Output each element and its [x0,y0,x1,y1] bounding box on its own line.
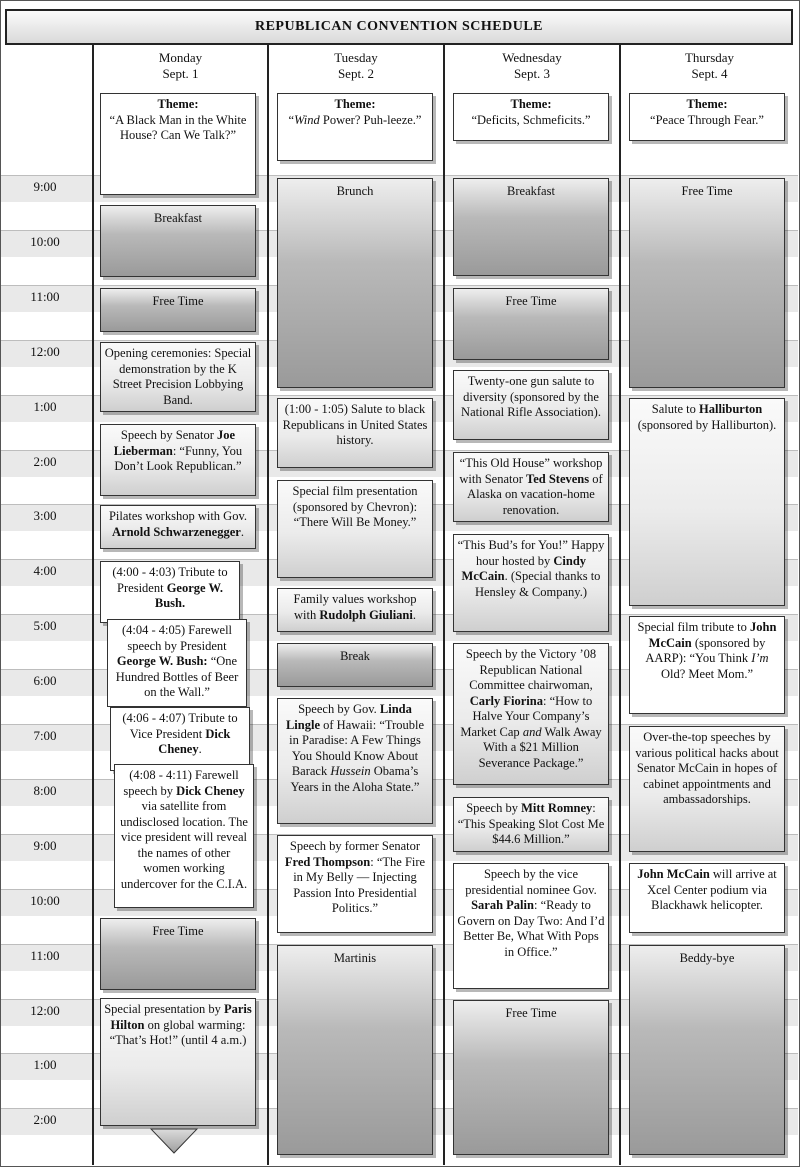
day-name: Wednesday [502,50,562,65]
event-palin-speech: Speech by the vice presidential nominee Gov. Sarah Palin: “Ready to Govern on Day Two: And I’d Better Be, What With Pops in Office.” [453,863,609,989]
speaker-name: Ted Stevens [526,471,590,486]
time-label: 2:00 [33,1112,57,1128]
speaker-name: George W. Bush: [116,654,208,668]
column-divider [443,45,445,1165]
column-divider [267,45,269,1165]
event-family-values-workshop: Family values workshop with Rudolph Giuliani. [277,588,433,632]
event-pilates-workshop: Pilates workshop with Gov. Arnold Schwarzenegger. [100,505,256,549]
theme-tuesday [277,93,433,161]
event-free-time: Free Time [100,918,256,990]
time-label: 4:00 [33,563,57,579]
day-header-thursday [621,50,798,86]
theme-label: Theme: [157,97,199,111]
time-label: 9:00 [33,179,57,194]
time-label: 9:00 [33,837,57,853]
speaker-name: George W. Bush. [154,580,223,610]
speaker-name: Fred Thompson [284,854,371,869]
day-header-monday [94,50,267,86]
event-chevron-film: Special film presentation (sponsored by Chevron): “There Will Be Money.” [277,480,433,578]
time-label: 10:00 [30,892,60,908]
event-beddy-bye: Beddy-bye [629,945,785,1155]
time-label: 8:00 [33,782,57,798]
day-date: Sept. 3 [513,66,551,81]
event-mccain-film-tribute: Special film tribute to John McCain (sponsored by AARP): “You Think I’m Old? Meet Mom.” [629,616,785,714]
time-label: 1:00 [33,1057,57,1073]
theme-text: “Wind Power? Puh-leeze.” [288,112,422,127]
emphasis: Hussein [330,764,371,778]
event-thompson-speech: Speech by former Senator Fred Thompson: “The Fire in My Belly — Injecting Passion Into Presidential Politics.” [277,835,433,933]
day-date: Sept. 2 [337,66,375,81]
time-label: 5:00 [33,618,57,634]
event-martinis: Martinis [277,945,433,1155]
time-label: 12:00 [30,343,60,359]
time-label: 2:00 [33,453,57,469]
time-label: 7:00 [33,728,57,743]
speaker-name: Joe Lieberman [113,428,236,458]
theme-label: Theme: [686,97,728,111]
emphasis: I’m [751,651,769,665]
event-salute-black-republicans: (1:00 - 1:05) Salute to black Republicans in United States history. [277,398,433,468]
event-opening-ceremonies: Opening ceremonies: Special demonstration by the K Street Precision Lobbying Band. [100,342,256,412]
speaker-name: Dick Cheney [158,726,231,756]
speaker-name: Rudolph Giuliani [319,607,413,622]
event-gun-salute: Twenty-one gun salute to diversity (sponsored by the National Rifle Association). [453,370,609,440]
day-header-wednesday [445,50,619,86]
speaker-name: John McCain [637,867,710,881]
event-cheney-tribute: (4:06 - 4:07) Tribute to Vice President Dick Cheney. [110,707,250,771]
event-happy-hour: “This Bud’s for You!” Happy hour hosted by Cindy McCain. (Special thanks to Hensley & Company.) [453,534,609,632]
speaker-name: John McCain [648,620,777,650]
time-label: 1:00 [33,398,57,414]
event-mccain-arrival: John McCain will arrive at Xcel Center podium via Blackhawk helicopter. [629,863,785,933]
column-divider [92,45,94,1165]
event-lieberman-speech: Speech by Senator Joe Lieberman: “Funny, You Don’t Look Republican.” [100,424,256,496]
event-brunch: Brunch [277,178,433,388]
speaker-name: Carly Fiorina [469,693,543,708]
time-label: 11:00 [30,288,60,304]
theme-label: Theme: [334,97,376,111]
event-free-time: Free Time [453,288,609,360]
speaker-name: Halliburton [699,402,763,416]
event-halliburton-salute: Salute to Halliburton (sponsored by Halliburton). [629,398,785,606]
event-romney-speech: Speech by Mitt Romney: “This Speaking Slot Cost Me $44.6 Million.” [453,797,609,852]
event-free-time: Free Time [629,178,785,388]
speaker-name: Dick Cheney [176,783,245,798]
schedule-title: REPUBLICAN CONVENTION SCHEDULE [5,9,793,45]
event-lingle-speech: Speech by Gov. Linda Lingle of Hawaii: “Trouble in Paradise: A Few Things You Should Know About Barack Hussein Obama’s Years in the Aloha State.” [277,698,433,824]
speaker-name: Mitt Romney [521,801,593,815]
event-cheney-farewell: (4:08 - 4:11) Farewell speech by Dick Cheney via satellite from undisclosed location. The vice president will reveal the names of other women working undercover for the C.I.A. [114,764,254,908]
theme-thursday [629,93,785,141]
speaker-name: Sarah Palin [471,898,534,912]
event-breakfast: Breakfast [100,205,256,277]
event-paris-hilton: Special presentation by Paris Hilton on global warming: “That’s Hot!” (until 4 a.m.) [100,998,256,1126]
theme-text: “Deficits, Schmeficits.” [471,112,591,127]
theme-label: Theme: [510,97,552,111]
speaker-name: Arnold Schwarzenegger [112,524,241,539]
day-date: Sept. 1 [162,66,199,81]
theme-text: “Peace Through Fear.” [650,112,764,127]
continues-arrow-icon [150,1128,198,1154]
time-label: 3:00 [33,508,57,524]
day-name: Tuesday [334,50,378,65]
theme-wednesday [453,93,609,141]
event-this-old-house-workshop: “This Old House” workshop with Senator Ted Stevens of Alaska on vacation-home renovation. [453,452,609,522]
day-header-tuesday [269,50,443,86]
theme-monday [100,93,256,195]
day-date: Sept. 4 [691,66,728,81]
time-label: 6:00 [33,673,57,689]
time-label: 12:00 [30,1002,60,1018]
event-breakfast: Breakfast [453,178,609,276]
emphasis: Wind [294,112,320,127]
column-divider [619,45,621,1165]
time-label: 10:00 [30,233,60,249]
event-fiorina-speech: Speech by the Victory ’08 Republican National Committee chairwoman, Carly Fiorina: “How to Halve Your Company’s Market Cap and Walk Away With a $21 Million Severance Package.” [453,643,609,785]
emphasis: and [522,724,542,739]
day-name: Monday [158,50,203,65]
speaker-name: Paris Hilton [110,1002,252,1032]
event-free-time: Free Time [100,288,256,332]
time-label: 11:00 [30,947,60,963]
event-free-time: Free Time [453,1000,609,1155]
theme-text: “A Black Man in the White House? Can We Talk?” [109,112,247,142]
speaker-name: Linda Lingle [285,702,412,732]
day-name: Thursday [684,50,735,65]
event-bush-farewell: (4:04 - 4:05) Farewell speech by President George W. Bush: “One Hundred Bottles of Beer on the Wall.” [107,619,247,707]
event-bush-tribute: (4:00 - 4:03) Tribute to President George W. Bush. [100,561,240,623]
event-political-hacks-speeches: Over-the-top speeches by various political hacks about Senator McCain in hopes of cabinet appointments and ambassadorships. [629,726,785,852]
event-break: Break [277,643,433,687]
speaker-name: Cindy McCain [461,553,587,583]
